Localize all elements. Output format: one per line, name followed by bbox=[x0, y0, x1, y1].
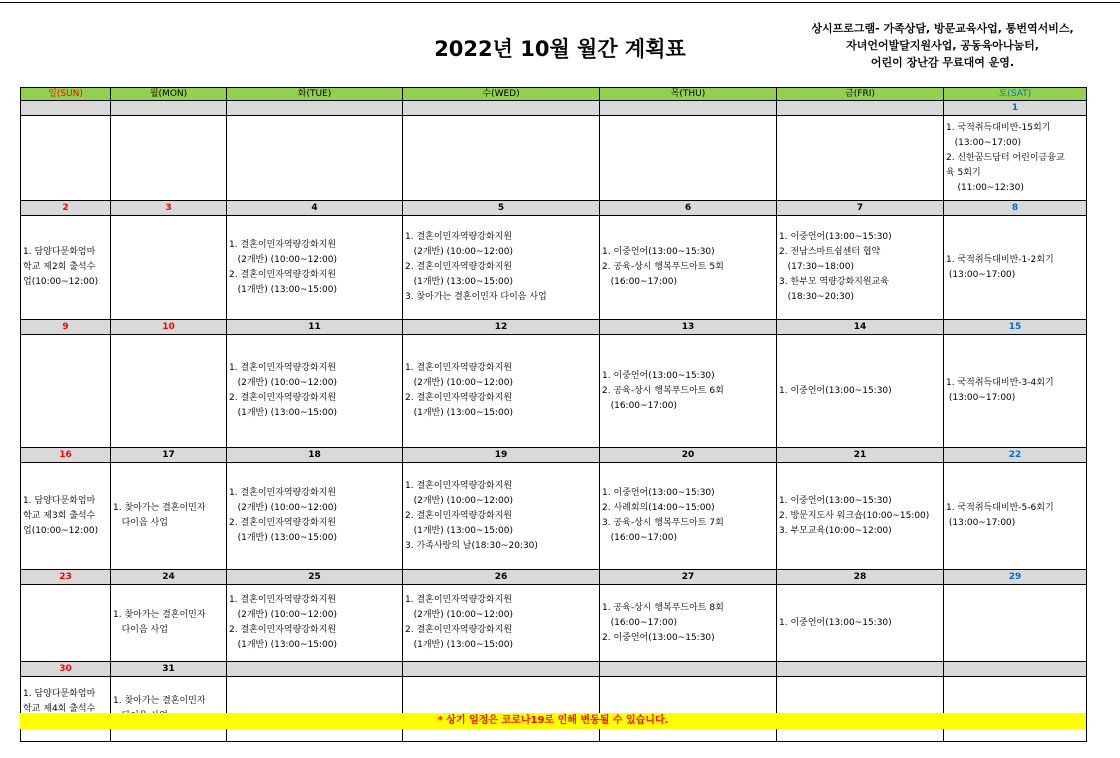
date-cell-thu: 20 bbox=[600, 448, 777, 463]
event-text: 1. 이중언어(13:00~15:30) 2. 공육-상시 행복푸드아트 6회 (16:00~17:00) bbox=[602, 370, 724, 411]
event-cell-fri bbox=[777, 463, 944, 570]
event-text: 1. 찾아가는 결혼이민자 bbox=[113, 696, 206, 706]
event-text: 1. 결혼이민자역량강화지원 (2개반) (10:00~12:00) 2. 결혼이민자역량강화지원 (1개반) (13:00~15:00) 3. 가족사랑의 날(18:30~20:30) bbox=[405, 480, 538, 551]
program-note-line: 상시프로그램- 가족상담, 방문교육사업, 통번역서비스, bbox=[811, 22, 1074, 35]
date-cell-tue: 25 bbox=[227, 570, 403, 585]
event-text: 1. 담양다문화엄마 학교 제4회 출석수 bbox=[23, 688, 96, 714]
event-text: 1. 결혼이민자역량강화지원 (2개반) (10:00~12:00) 2. 결혼이민자역량강화지원 (1개반) (13:00~15:00) bbox=[229, 363, 338, 418]
weekday-header-row bbox=[21, 88, 1087, 101]
date-cell-mon bbox=[111, 101, 227, 116]
date-cell-fri: 28 bbox=[777, 570, 944, 585]
date-cell-sat: 1 bbox=[944, 101, 1087, 116]
date-cell-tue: 11 bbox=[227, 320, 403, 335]
event-cell-mon bbox=[111, 585, 227, 662]
event-cell-thu bbox=[600, 116, 777, 201]
event-cell-tue bbox=[227, 335, 403, 448]
week-date-row bbox=[21, 662, 1087, 677]
event-cell-mon bbox=[111, 463, 227, 570]
covid-notice: * 상기 일정은 코로나19로 인해 변동될 수 있습니다. bbox=[20, 713, 1086, 729]
date-cell-sun: 30 bbox=[21, 662, 111, 677]
date-cell-thu: 6 bbox=[600, 201, 777, 216]
date-cell-wed: 19 bbox=[403, 448, 600, 463]
event-text: 1. 이중언어(13:00~15:30) 2. 방문지도사 워크숍(10:00~15:00) 3. 부모교육(10:00~12:00) bbox=[779, 495, 930, 536]
header-wed: 수(WED) bbox=[403, 88, 600, 101]
week-date-row bbox=[21, 570, 1087, 585]
date-cell-sun: 16 bbox=[21, 448, 111, 463]
event-cell-thu bbox=[600, 463, 777, 570]
week-date-row bbox=[21, 320, 1087, 335]
date-cell-mon: 17 bbox=[111, 448, 227, 463]
program-note bbox=[770, 20, 1115, 71]
event-text: 1. 이중언어(13:00~15:30) 2. 사례회의(14:00~15:00) 3. 공육-상시 행복푸드아트 7회 (16:00~17:00) bbox=[602, 488, 724, 543]
date-cell-mon: 31 bbox=[111, 662, 227, 677]
date-cell-wed: 12 bbox=[403, 320, 600, 335]
event-text: 1. 국적취득대비반-5-6회기 (13:00~17:00) bbox=[946, 503, 1054, 528]
event-cell-fri bbox=[777, 677, 944, 742]
week-date-row bbox=[21, 448, 1087, 463]
event-cell-tue bbox=[227, 463, 403, 570]
event-cell-mon bbox=[111, 216, 227, 320]
date-cell-sun: 2 bbox=[21, 201, 111, 216]
event-cell-sat bbox=[944, 116, 1087, 201]
top-border-line bbox=[0, 2, 1120, 3]
program-note-line: 자녀언어발달지원사업, 공동육아나눔터, bbox=[846, 39, 1039, 52]
event-text: 1. 결혼이민자역량강화지원 (2개반) (10:00~12:00) 2. 결혼이민자역량강화지원 (1개반) (13:00~15:00) bbox=[229, 595, 338, 650]
event-text: 1. 이중언어(13:00~15:30) 2. 전남스마트쉼센터 협약 (17:30~18:00) 3. 한부모 역량강화지원교육 (18:30~20:30) bbox=[779, 232, 892, 302]
page-title: 2022년 10월 월간 계획표 bbox=[434, 37, 686, 61]
header-tue: 화(TUE) bbox=[227, 88, 403, 101]
date-cell-sat: 22 bbox=[944, 448, 1087, 463]
calendar-table bbox=[20, 87, 1087, 742]
event-cell-fri bbox=[777, 116, 944, 201]
event-text: 1. 찾아가는 결혼이민자 다이음 사업 bbox=[113, 503, 206, 528]
header-mon-label: 월(MON) bbox=[149, 89, 188, 99]
date-cell-sun: 23 bbox=[21, 570, 111, 585]
event-text: 1. 이중언어(13:00~15:30) bbox=[779, 617, 892, 628]
event-text: 1. 결혼이민자역량강화지원 (2개반) (10:00~12:00) 2. 결혼이민자역량강화지원 (1개반) (13:00~15:00) 3. 찾아가는 결혼이민자 다이음 사업 bbox=[405, 232, 547, 302]
date-cell-thu bbox=[600, 101, 777, 116]
event-text: 1. 결혼이민자역량강화지원 (2개반) (10:00~12:00) 2. 결혼이민자역량강화지원 (1개반) (13:00~15:00) bbox=[405, 595, 514, 650]
event-cell-sun bbox=[21, 463, 111, 570]
event-cell-sat bbox=[944, 216, 1087, 320]
event-text: 1. 결혼이민자역량강화지원 (2개반) (10:00~12:00) 2. 결혼이민자역량강화지원 (1개반) (13:00~15:00) bbox=[405, 363, 514, 418]
header-fri: 금(FRI) bbox=[777, 88, 944, 101]
event-text: 1. 국적취득대비반-3-4회기 (13:00~17:00) bbox=[946, 378, 1054, 403]
event-cell-thu bbox=[600, 585, 777, 662]
event-cell-sun bbox=[21, 585, 111, 662]
week-event-row bbox=[21, 335, 1087, 448]
event-cell-mon bbox=[111, 116, 227, 201]
date-cell-tue bbox=[227, 662, 403, 677]
header-sat-label: 토(SAT) bbox=[998, 89, 1032, 99]
event-cell-thu bbox=[600, 677, 777, 742]
event-cell-sat bbox=[944, 677, 1087, 742]
event-cell-sun bbox=[21, 216, 111, 320]
event-cell-sat bbox=[944, 335, 1087, 448]
event-cell-sun bbox=[21, 677, 111, 742]
event-cell-fri bbox=[777, 585, 944, 662]
event-cell-mon bbox=[111, 335, 227, 448]
header-sat bbox=[944, 88, 1087, 101]
date-cell-fri: 14 bbox=[777, 320, 944, 335]
event-cell-sat bbox=[944, 463, 1087, 570]
event-cell-wed bbox=[403, 116, 600, 201]
date-cell-mon: 3 bbox=[111, 201, 227, 216]
date-cell-thu bbox=[600, 662, 777, 677]
week-event-row bbox=[21, 463, 1087, 570]
event-text: 1. 찾아가는 결혼이민자 다이음 사업 bbox=[113, 610, 206, 635]
event-cell-tue bbox=[227, 677, 403, 742]
event-text: 1. 공육-상시 행복푸드아트 8회 (16:00~17:00) 2. 이중언어(13:00~15:30) bbox=[602, 602, 724, 643]
event-cell-wed bbox=[403, 335, 600, 448]
header-thu: 목(THU) bbox=[600, 88, 777, 101]
event-cell-wed bbox=[403, 677, 600, 742]
event-cell-wed bbox=[403, 585, 600, 662]
date-cell-sat bbox=[944, 662, 1087, 677]
date-cell-sat: 29 bbox=[944, 570, 1087, 585]
date-cell-tue: 18 bbox=[227, 448, 403, 463]
event-cell-sun bbox=[21, 335, 111, 448]
date-cell-mon: 10 bbox=[111, 320, 227, 335]
week-date-row bbox=[21, 101, 1087, 116]
event-cell-wed bbox=[403, 463, 600, 570]
event-cell-tue bbox=[227, 585, 403, 662]
date-cell-thu: 27 bbox=[600, 570, 777, 585]
event-cell-fri bbox=[777, 216, 944, 320]
header-sun-label: 일(SUN) bbox=[48, 89, 83, 99]
event-cell-tue bbox=[227, 216, 403, 320]
date-cell-wed bbox=[403, 662, 600, 677]
date-cell-tue: 4 bbox=[227, 201, 403, 216]
week-event-row bbox=[21, 116, 1087, 201]
event-cell-sun bbox=[21, 116, 111, 201]
header-mon bbox=[111, 88, 227, 101]
date-cell-fri bbox=[777, 662, 944, 677]
event-text: 1. 담양다문화엄마 학교 제3회 출석수 업(10:00~12:00) bbox=[23, 495, 99, 536]
date-cell-wed: 5 bbox=[403, 201, 600, 216]
date-cell-fri: 7 bbox=[777, 201, 944, 216]
date-cell-fri bbox=[777, 101, 944, 116]
date-cell-wed: 26 bbox=[403, 570, 600, 585]
week-event-row bbox=[21, 585, 1087, 662]
header-sun bbox=[21, 88, 111, 101]
event-text: 1. 국적취득대비반-1-2회기 (13:00~17:00) bbox=[946, 254, 1054, 280]
date-cell-sun: 9 bbox=[21, 320, 111, 335]
event-text: 1. 이중언어(13:00~15:30) bbox=[779, 385, 892, 396]
event-cell-thu bbox=[600, 335, 777, 448]
week-event-row bbox=[21, 216, 1087, 320]
date-cell-sun bbox=[21, 101, 111, 116]
date-cell-wed bbox=[403, 101, 600, 116]
date-cell-thu: 13 bbox=[600, 320, 777, 335]
event-cell-thu bbox=[600, 216, 777, 320]
date-cell-mon: 24 bbox=[111, 570, 227, 585]
event-text: 1. 결혼이민자역량강화지원 (2개반) (10:00~12:00) 2. 결혼이민자역량강화지원 (1개반) (13:00~15:00) bbox=[229, 239, 338, 295]
event-cell-tue bbox=[227, 116, 403, 201]
event-cell-sat bbox=[944, 585, 1087, 662]
week-event-row bbox=[21, 677, 1087, 742]
event-cell-mon bbox=[111, 677, 227, 742]
event-cell-wed bbox=[403, 216, 600, 320]
date-cell-tue bbox=[227, 101, 403, 116]
event-text: 1. 국적취득대비반-15회기 (13:00~17:00) 2. 신한꿈드담터 어린이금융교 육 5회기 (11:00~12:30) bbox=[946, 122, 1065, 193]
week-date-row bbox=[21, 201, 1087, 216]
event-text: 1. 결혼이민자역량강화지원 (2개반) (10:00~12:00) 2. 결혼이민자역량강화지원 (1개반) (13:00~15:00) bbox=[229, 488, 338, 543]
event-text: 1. 담양다문화엄마 학교 제2회 출석수 업(10:00~12:00) bbox=[23, 247, 99, 287]
date-cell-sat: 15 bbox=[944, 320, 1087, 335]
event-text: 1. 이중언어(13:00~15:30) 2. 공육-상시 행복푸드아트 5회 (16:00~17:00) bbox=[602, 247, 724, 287]
date-cell-sat: 8 bbox=[944, 201, 1087, 216]
date-cell-fri: 21 bbox=[777, 448, 944, 463]
program-note-line: 어린이 장난감 무료대여 운영. bbox=[870, 56, 1015, 69]
event-cell-fri bbox=[777, 335, 944, 448]
